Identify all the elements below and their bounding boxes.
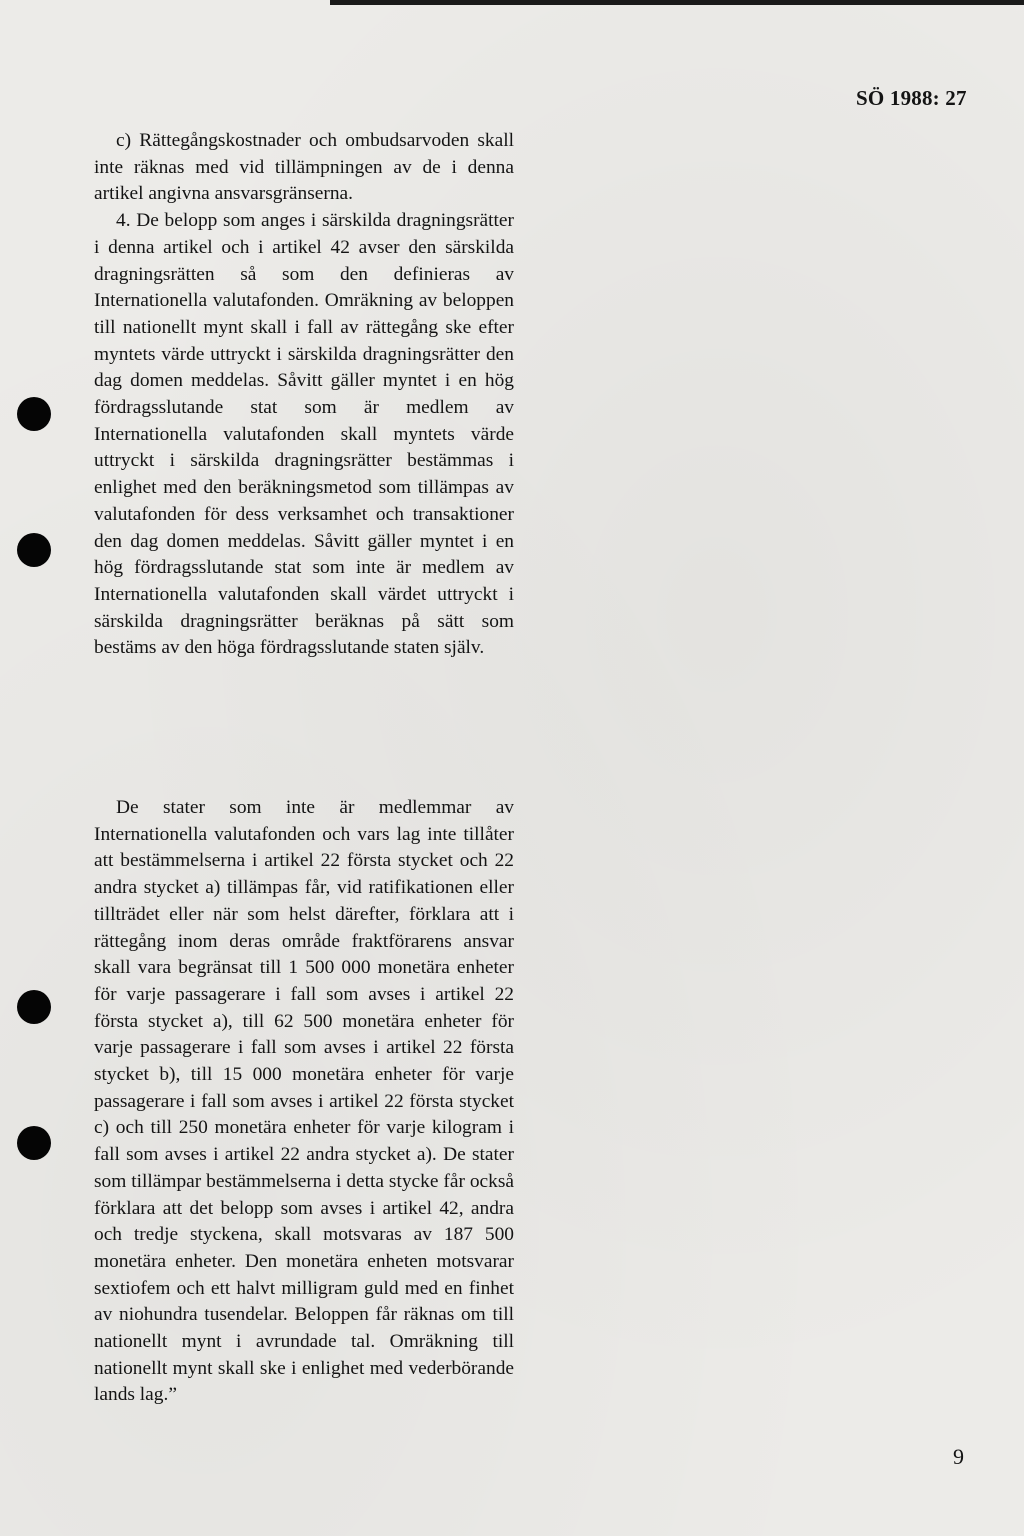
punch-hole-2 [17, 533, 51, 567]
punch-hole-4 [17, 1126, 51, 1160]
paragraph-non-member-states: De stater som inte är medlemmar av Internationella valutafonden och vars lag inte tillåter att bestämmelserna i artikel 22 första stycket och 22 andra stycket a) tillämpas får, vid ratifikationen eller tillträdet eller när som helst därefter, förklara att i rättegång inom deras område fraktförarens ansvar skall vara begränsat till 1 500 000 monetära enheter för varje passagerare i fall som avses i artikel 22 första stycket a), till 62 500 monetära enheter för varje passagerare i fall som avses i artikel 22 första stycket b), till 15 000 monetära enheter för varje passagerare i fall som avses i artikel 22 första stycket c) och till 250 monetära enheter för varje kilogram i fall som avses i artikel 22 andra stycket a). De stater som tillämpar bestämmelserna i detta stycke får också förklara att det belopp som avses i artikel 42, andra och tredje styckena, skall motsvaras av 187 500 monetära enheter. Den monetära enheten motsvarar sextiofem och ett halvt milligram guld med en finhet av niohundra tusendelar. Beloppen får räknas om till nationellt mynt i avrundade tal. Omräkning till nationellt mynt skall ske i enlighet med vederbörande lands lag.” [94, 797, 514, 1406]
punch-hole-3 [17, 990, 51, 1024]
paragraph-c: c) Rättegångskostnader och ombudsarvoden skall inte räknas med vid tillämpningen av de i denna artikel angivna ansvarsgränserna. [94, 130, 514, 205]
top-edge-rule [330, 0, 1024, 5]
text-column-lower [94, 795, 514, 1409]
text-column-upper [94, 128, 514, 662]
paragraph-4: 4. De belopp som anges i särskilda dragningsrätter i denna artikel och i artikel 42 avser den särskilda dragningsrätten så som den definieras av Internationella valutafonden. Omräkning av beloppen till nationellt mynt skall i fall av rättegång ske efter myntets värde uttryckt i särskilda dragningsrätter den dag domen meddelas. Såvitt gäller myntet i en hög fördragsslutande stat som är medlem av Internationella valutafonden skall myntets värde uttryckt i särskilda dragningsrätter bestämmas i enlighet med den beräkningsmetod som tillämpas av valutafonden för dess verksamhet och transaktioner den dag domen meddelas. Såvitt gäller myntet i en hög fördragsslutande stat som inte är medlem av Internationella valutafonden skall värdet uttryckt i särskilda dragningsrätter beräknas på sätt som bestäms av den höga fördragsslutande staten själv. [94, 210, 514, 659]
document-reference: SÖ 1988: 27 [856, 86, 967, 110]
page-number: 9 [953, 1444, 964, 1469]
punch-hole-1 [17, 397, 51, 431]
